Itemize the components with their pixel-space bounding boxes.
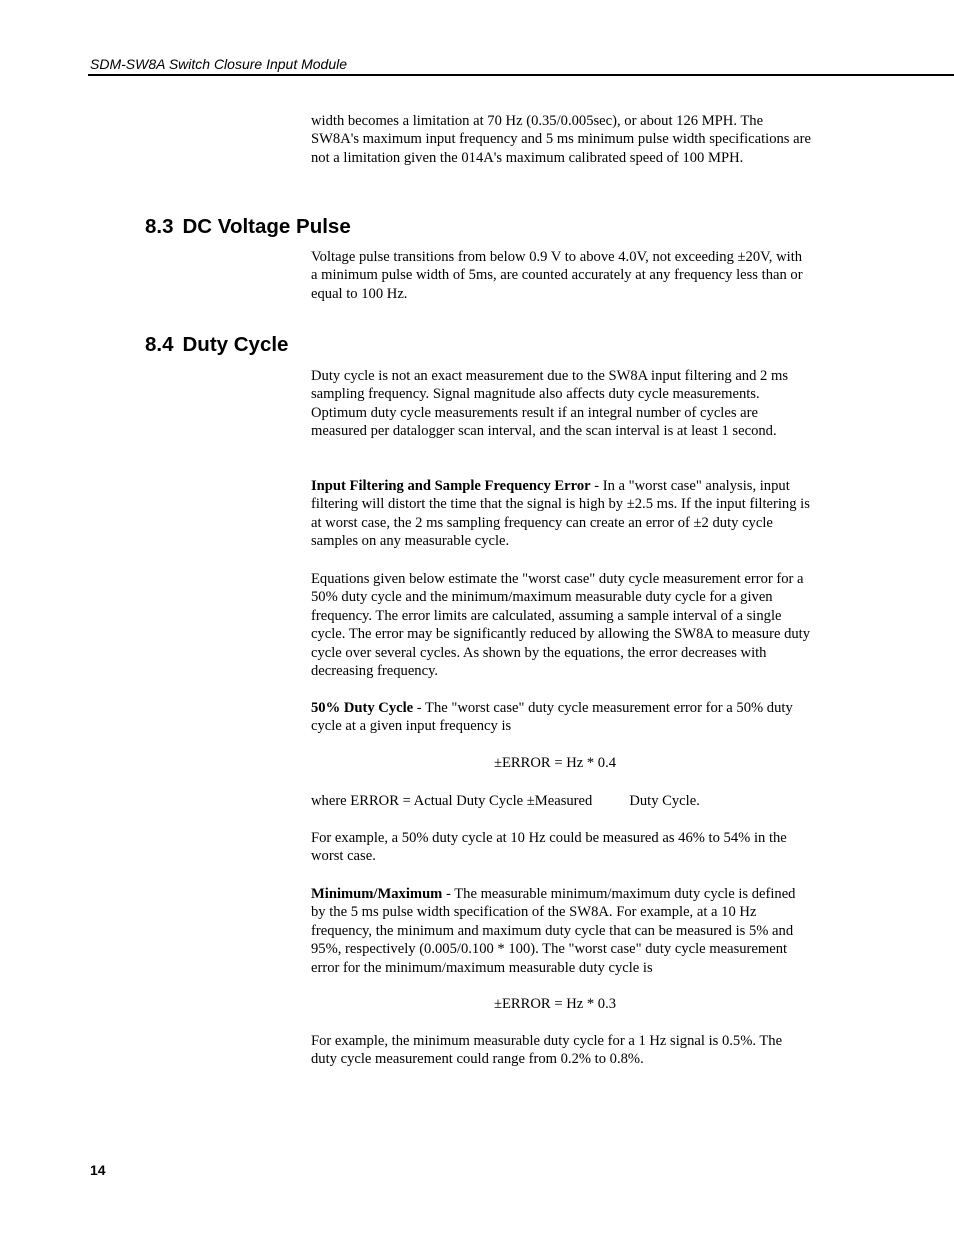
dc-voltage-paragraph: Voltage pulse transitions from below 0.9 V to above 4.0V, not exceeding ±20V, with a minimum pulse width of 5ms, are counted accurately at any frequency less than or equal to 100 Hz. <box>311 249 803 302</box>
fifty-percent-lead: 50% Duty Cycle <box>311 700 414 716</box>
section-heading-8-3 <box>145 215 351 239</box>
section-title: DC Voltage Pulse <box>182 215 351 238</box>
min-max-paragraph <box>311 885 811 977</box>
section-title: Duty Cycle <box>182 333 289 356</box>
section-number: 8.4 <box>145 333 174 356</box>
min-max-example-paragraph: For example, the minimum measurable duty cycle for a 1 Hz signal is 0.5%. The duty cycle measurement could range from 0.2% to 0.8%. <box>311 1033 783 1068</box>
equations-intro-paragraph: Equations given below estimate the "worst case" duty cycle measurement error for a 50% duty cycle and the minimum/maximum measurable duty cycle for a given frequency. The error limits are calculated, assuming a sample interval of a single cycle. The error may be significantly reduced by allowing the SW8A to measure duty cycle over several cycles. As shown by the equations, the error decreases with decreasing frequency. <box>311 571 811 680</box>
where-line-part1: where ERROR = Actual Duty Cycle ±Measured <box>311 793 593 809</box>
duty-cycle-intro-paragraph: Duty cycle is not an exact measurement due to the SW8A input filtering and 2 ms sampling frequency. Signal magnitude also affects duty cycle measurements. Optimum duty cycle measurements result if an integral number of cycles are measured per datalogger scan interval, and the scan interval is at least 1 second. <box>311 368 789 440</box>
where-line-part2: Duty Cycle. <box>629 793 700 809</box>
input-filtering-lead: Input Filtering and Sample Frequency Error <box>311 478 591 494</box>
fifty-percent-paragraph <box>311 699 811 736</box>
section-heading-8-4 <box>145 333 288 357</box>
min-max-lead: Minimum/Maximum <box>311 886 443 902</box>
input-filtering-text: - In a "worst case" analysis, input filtering will distort the time that the signal is high by ±2.5 ms. If the input filtering is at worst case, the 2 ms sampling frequency can create an error of ±2 duty cycle samples on any measurable cycle. <box>311 478 810 550</box>
header-rule <box>88 74 954 76</box>
running-header: SDM-SW8A Switch Closure Input Module <box>90 56 348 72</box>
equation-fifty-percent: ±ERROR = Hz * 0.4 <box>494 755 617 771</box>
section-number: 8.3 <box>145 215 174 238</box>
equation-min-max: ±ERROR = Hz * 0.3 <box>494 996 617 1012</box>
page-number: 14 <box>90 1162 106 1178</box>
fifty-percent-example-paragraph: For example, a 50% duty cycle at 10 Hz could be measured as 46% to 54% in the worst case. <box>311 830 787 865</box>
input-filtering-paragraph <box>311 477 811 551</box>
intro-paragraph: width becomes a limitation at 70 Hz (0.35/0.005sec), or about 126 MPH. The SW8A's maximum input frequency and 5 ms minimum pulse width specifications are not a limitation given the 014A's maximum calibrated speed of 100 MPH. <box>311 113 811 166</box>
min-max-text: - The measurable minimum/maximum duty cycle is defined by the 5 ms pulse width specification of the SW8A. For example, at a 10 Hz frequency, the minimum and maximum duty cycle that can be measured is 5% and 95%, respectively (0.005/0.100 * 100). The "worst case" duty cycle measurement error for the minimum/maximum measurable duty cycle is <box>311 886 796 976</box>
fifty-percent-text: - The "worst case" duty cycle measurement error for a 50% duty cycle at a given input frequency is <box>311 700 793 735</box>
where-line <box>311 792 700 810</box>
